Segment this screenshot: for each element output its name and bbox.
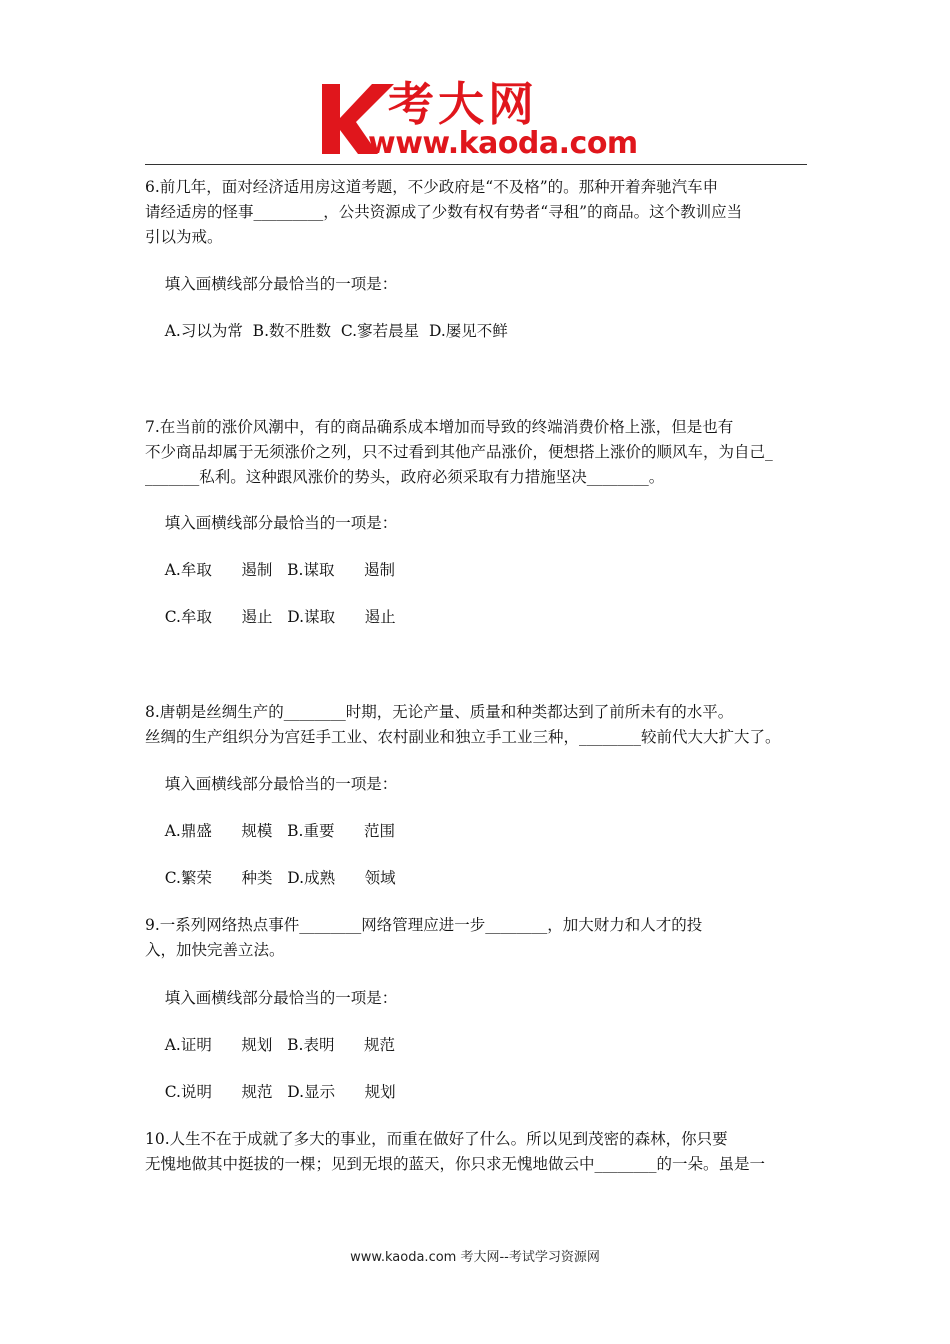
question-line: 不少商品却属于无须涨价之列，只不过看到其他产品涨价，便想搭上涨价的顺风车，为自己_ — [145, 443, 773, 461]
question-line: 无愧地做其中挺拔的一棵；见到无垠的蓝天，你只求无愧地做云中________的一朵。虽是一 — [145, 1155, 766, 1173]
question-10-stem — [145, 1127, 813, 1177]
page-footer: www.kaoda.com 考大网--考试学习资源网 — [350, 1250, 600, 1265]
question-9-options-ab: A.证明 规划 B.表明 规范 — [145, 1036, 396, 1054]
question-8-options-cd: C.繁荣 种类 D.成熟 领域 — [145, 869, 396, 887]
question-line: 6.前几年，面对经济适用房这道考题，不少政府是“不及格”的。那种开着奔驰汽车申 — [145, 178, 719, 196]
question-line: _______私利。这种跟风涨价的势头，政府必须采取有力措施坚决________。 — [145, 468, 665, 486]
question-line: 7.在当前的涨价风潮中，有的商品确系成本增加而导致的终端消费价格上涨，但是也有 — [145, 418, 734, 436]
logo-chinese-name: 考大网 — [388, 77, 538, 131]
logo-url: www.kaoda.com — [368, 126, 638, 161]
question-line: 丝绸的生产组织分为宫廷手工业、农村副业和独立手工业三种，________较前代大大扩大了。 — [145, 728, 781, 746]
question-line: 引以为戒。 — [145, 228, 223, 246]
question-7-options-ab: A.牟取 遏制 B.谋取 遏制 — [145, 561, 396, 579]
question-9-stem — [145, 913, 813, 963]
question-6-options: A.习以为常 B.数不胜数 C.寥若晨星 D.屡见不鲜 — [145, 322, 508, 340]
question-9-options-cd: C.说明 规范 D.显示 规划 — [145, 1083, 396, 1101]
question-line: 9.一系列网络热点事件________网络管理应进一步________，加大财力和人才的投 — [145, 916, 703, 934]
question-8-stem — [145, 700, 813, 750]
question-line: 请经适房的怪事_________，公共资源成了少数有权有势者“寻租”的商品。这个教训应当 — [145, 203, 743, 221]
question-7-prompt: 填入画横线部分最恰当的一项是： — [145, 514, 398, 532]
question-7-options-cd: C.牟取 遏止 D.谋取 遏止 — [145, 608, 396, 626]
question-7-stem — [145, 415, 813, 490]
question-6-prompt: 填入画横线部分最恰当的一项是： — [145, 275, 398, 293]
header-divider — [145, 164, 807, 165]
question-line: 入，加快完善立法。 — [145, 941, 285, 959]
kaoda-logo[interactable] — [318, 77, 638, 162]
question-8-options-ab: A.鼎盛 规模 B.重要 范围 — [145, 822, 396, 840]
question-line: 8.唐朝是丝绸生产的________时期，无论产量、质量和种类都达到了前所未有的水平。 — [145, 703, 734, 721]
question-8-prompt: 填入画横线部分最恰当的一项是： — [145, 775, 398, 793]
question-9-prompt: 填入画横线部分最恰当的一项是： — [145, 989, 398, 1007]
question-line: 10.人生不在于成就了多大的事业，而重在做好了什么。所以见到茂密的森林，你只要 — [145, 1130, 728, 1148]
question-6-stem — [145, 175, 813, 250]
